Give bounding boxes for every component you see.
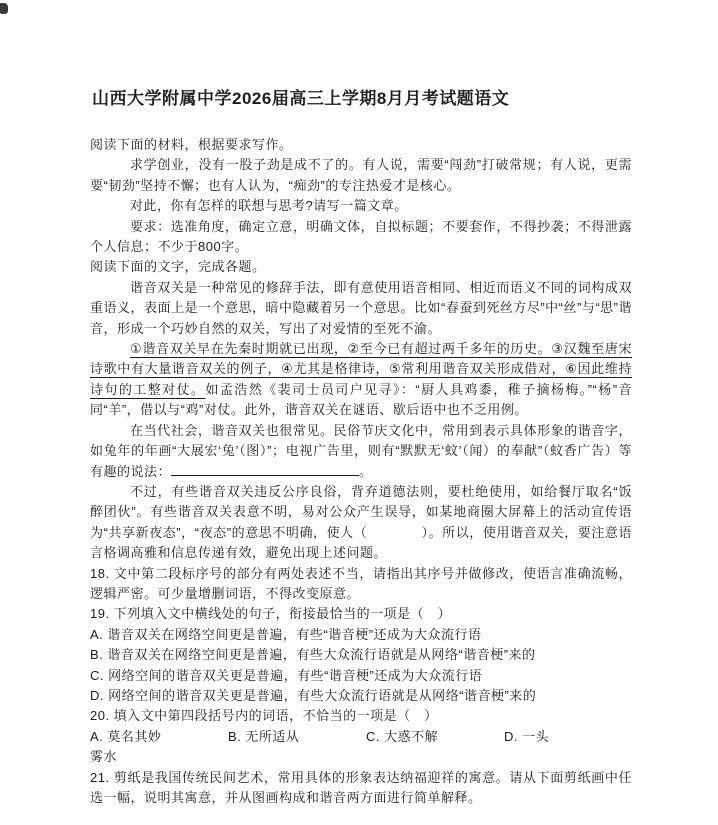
essay-material: 求学创业，没有一股子劲是成不了的。有人说，需要“闯劲”打破常规；有人说，更需要“韧劲”坚持不懈；也有人认为，“痴劲”的专注热爱才是核心。 [90, 157, 632, 193]
essay-prompt: 对此，你有怎样的联想与思考?请写一篇文章。 [130, 198, 408, 214]
page-title: 山西大学附属中学2026届高三上学期8月月考试题语文 [92, 89, 510, 108]
reading-paragraph-3-text: 在当代社会，谐音双关也很常见。民俗节庆文化中，常用到表示具体形象的谐音字，如兔年的年画“大展宏‘兔’（图）”；电视广告里，则有“默默无‘蚊’（闻）的奉献”（蚊香广告）等有趣的说法： [90, 422, 632, 479]
answer-blank-underline [171, 463, 359, 476]
question-20-option-d: D. 一头 [504, 728, 550, 744]
question-20-option-c: C. 大惑不解 [366, 728, 439, 744]
reading-paragraph-1: 谐音双关是一种常见的修辞手法，即有意使用语音相同、相近而语义不同的词构成双重语义，表面上是一个意思，暗中隐藏着另一个意思。比如“春蚕到死丝方尽”中“丝”与“思”谐音，形成一个巧妙自然的双关，写出了对爱情的至死不渝。 [90, 279, 632, 336]
question-19-option-c: C. 网络空间的谐音双关更是普遍，有些“谐音梗”还成为大众流行语 [90, 667, 483, 683]
question-19-option-a: A. 谐音双关在网络空间更是普遍，有些“谐音梗”还成为大众流行语 [90, 626, 482, 642]
question-20-stem: 20. 填入文中第四段括号内的词语，不恰当的一项是（ ） [90, 708, 438, 724]
scan-artifact [0, 3, 8, 14]
question-21: 21. 剪纸是我国传统民间艺术，常用具体的形象表达纳福迎祥的寓意。请从下面剪纸画中任选一幅，说明其寓意，并从图画构成和谐音两方面进行简单解释。 [90, 769, 632, 805]
question-18: 18. 文中第二段标序号的部分有两处表述不当，请指出其序号并做修改，使语言准确流畅，逻辑严密。可少量增删词语，不得改变原意。 [90, 565, 632, 601]
reading-paragraph-3-period: 。 [359, 463, 373, 479]
reading-paragraph-2 [90, 339, 632, 421]
question-20-option-a: A. 莫名其妙 [90, 728, 162, 744]
question-19-stem: 19. 下列填入文中横线处的句子，衔接最恰当的一项是（ ） [90, 606, 452, 622]
essay-intro: 阅读下面的材料，根据要求写作。 [90, 137, 293, 152]
reading-paragraph-4: 不过，有些谐音双关违反公序良俗，背弃道德法则，要杜绝使用，如给餐厅取名“饭醉团伙”。有些谐音双关表意不明，易对公众产生误导，如某地商圈大屏幕上的活动宣传语为“共享新夜态”，“夜态”的意思不明确，使人（ ）。所以，使用谐音双关，要注意语言格调高雅和信息传递有效，避免出现上述问题。 [90, 483, 632, 561]
reading-paragraph-3 [90, 421, 632, 482]
document-content [90, 84, 632, 808]
question-19-option-d: D. 网络空间的谐音双关更是普遍，有些大众流行语就是从网络“谐音梗”来的 [90, 687, 537, 703]
reading-paragraph-2-rest: 如孟浩然《裴司士员司户见寻》：“厨人具鸡黍，稚子摘杨梅。”“杨”音同“羊”，借以与“鸡”对仗。此外，谐音双关在谜语、歇后语中也不乏用例。 [90, 381, 632, 418]
question-19-option-b: B. 谐音双关在网络空间更是普遍，有些大众流行语就是从网络“谐音梗”来的 [90, 647, 536, 663]
underlined-numbered-sentences: ①谐音双关早在先秦时期就已出现，②至今已有超过两千多年的历史。③汉魏至唐宋诗歌中有大量谐音双关的例子，④尤其是格律诗，⑤常利用谐音双关形成借对，⑥因此维持诗句的工整对仗。 [90, 341, 632, 397]
question-20-option-d-overflow: 雾水 [90, 749, 118, 765]
essay-requirements: 要求：选准角度，确定立意，明确文体，自拟标题；不要套作，不得抄袭；不得泄露个人信息；不少于800字。 [90, 218, 632, 255]
reading-intro: 阅读下面的文字，完成各题。 [90, 259, 266, 275]
question-20-options-row [90, 727, 632, 747]
question-20-option-b: B. 无所适从 [228, 728, 300, 744]
